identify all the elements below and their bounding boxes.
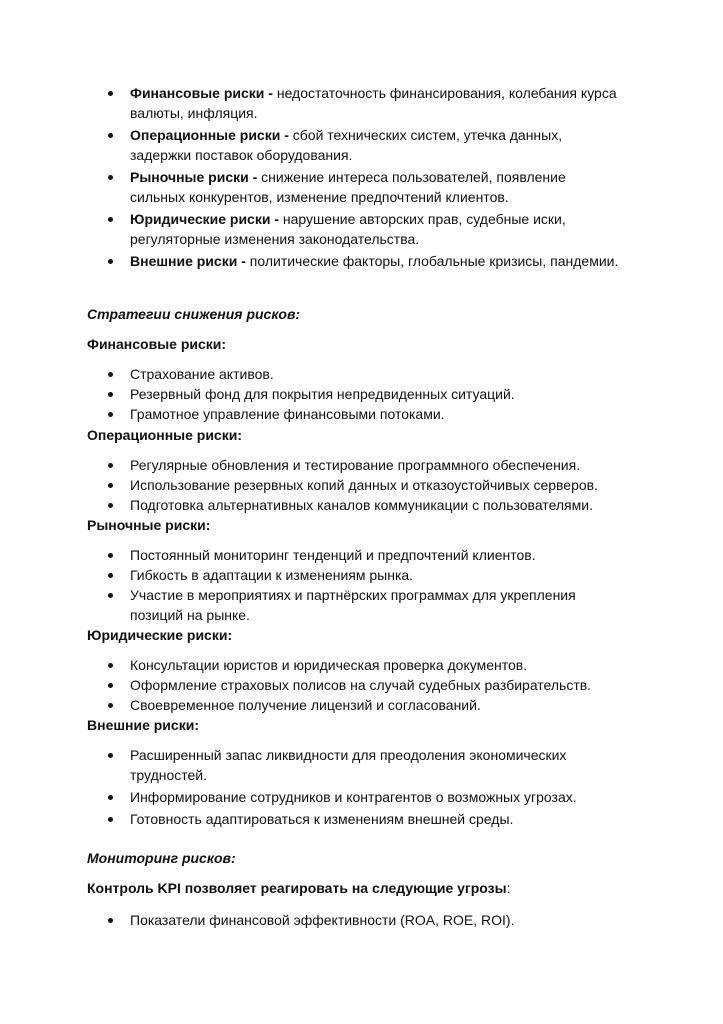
strategy-list (0, 364, 620, 424)
list-item: Юридические риски - нарушение авторских прав, судебные иски, регуляторные изменения законодательства. (0, 209, 620, 249)
list-item: Страхование активов. (0, 364, 620, 384)
section-title: Юридические риски: (87, 627, 233, 643)
section-title: Рыночные риски: (87, 517, 211, 533)
kpi-list (0, 910, 620, 930)
list-item: Внешние риски - политические факторы, глобальные кризисы, пандемии. (0, 251, 620, 271)
strategy-list (0, 655, 620, 715)
list-item: Расширенный запас ликвидности для преодоления экономических трудностей. (0, 745, 620, 785)
list-item: Подготовка альтернативных каналов коммуникации с пользователями. (0, 495, 620, 515)
list-item: Операционные риски - сбой технических систем, утечка данных, задержки поставок оборудования. (0, 125, 620, 165)
list-item: Использование резервных копий данных и отказоустойчивых серверов. (0, 475, 620, 495)
list-item: Своевременное получение лицензий и согласований. (0, 695, 620, 715)
risk-types-list (0, 83, 620, 273)
list-item: Постоянный мониторинг тенденций и предпочтений клиентов. (0, 545, 620, 565)
strategy-list (0, 745, 620, 829)
list-item: Оформление страховых полисов на случай судебных разбирательств. (0, 675, 620, 695)
list-item: Финансовые риски - недостаточность финансирования, колебания курса валюты, инфляция. (0, 83, 620, 123)
list-item: Регулярные обновления и тестирование программного обеспечения. (0, 455, 620, 475)
kpi-intro: Контроль KPI позволяет реагировать на следующие угрозы: (87, 880, 511, 896)
monitoring-heading: Мониторинг рисков: (87, 850, 236, 866)
section-title: Финансовые риски: (87, 336, 227, 352)
strategies-heading: Стратегии снижения рисков: (87, 306, 301, 322)
list-item: Резервный фонд для покрытия непредвиденных ситуаций. (0, 384, 620, 404)
strategy-list (0, 455, 620, 515)
list-item: Консультации юристов и юридическая проверка документов. (0, 655, 620, 675)
list-item: Гибкость в адаптации к изменениям рынка. (0, 565, 620, 585)
list-item: Участие в мероприятиях и партнёрских программах для укрепления позиций на рынке. (0, 585, 620, 625)
section-title: Операционные риски: (87, 427, 242, 443)
list-item: Рыночные риски - снижение интереса пользователей, появление сильных конкурентов, изменение предпочтений клиентов. (0, 167, 620, 207)
list-item: Информирование сотрудников и контрагентов о возможных угрозах. (0, 787, 620, 807)
section-title: Внешние риски: (87, 717, 199, 733)
strategy-list (0, 545, 620, 625)
list-item: Показатели финансовой эффективности (ROA, ROE, ROI). (0, 910, 620, 930)
list-item: Грамотное управление финансовыми потоками. (0, 404, 620, 424)
list-item: Готовность адаптироваться к изменениям внешней среды. (0, 809, 620, 829)
